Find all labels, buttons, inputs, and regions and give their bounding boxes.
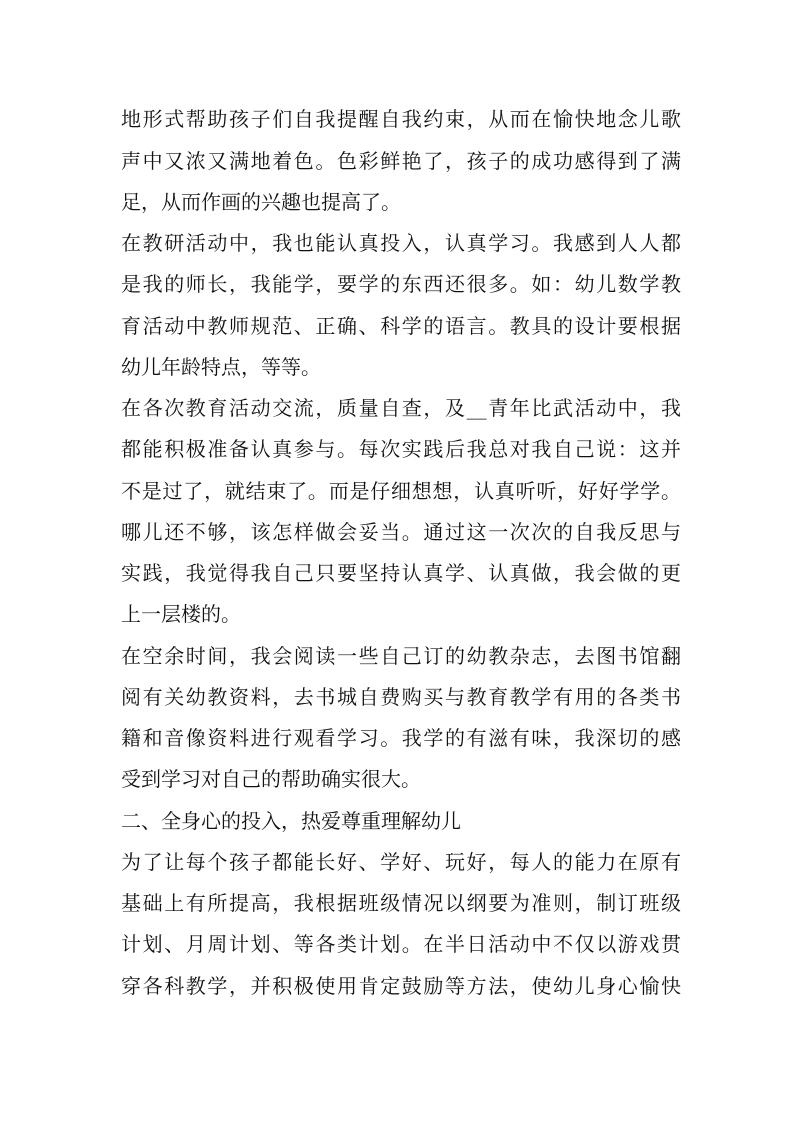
section-heading: 二、全身心的投入，热爱尊重理解幼儿 — [121, 809, 461, 833]
text-line: 是我的师长，我能学，要学的东西还很多。如：幼儿数学教 — [121, 272, 681, 296]
text-line: 在教研活动中，我也能认真投入，认真学习。我感到人人都 — [121, 231, 681, 255]
text-line: 地形式帮助孩子们自我提醒自我约束，从而在愉快地念儿歌 — [121, 107, 681, 131]
text-line: 基础上有所提高，我根据班级情况以纲要为准则，制订班级 — [121, 891, 681, 915]
text-line: 幼儿年龄特点，等等。 — [121, 355, 321, 379]
text-line: 计划、月周计划、等各类计划。在半日活动中不仅以游戏贯 — [121, 932, 681, 956]
text-line: 声中又浓又满地着色。色彩鲜艳了，孩子的成功感得到了满 — [121, 149, 681, 173]
text-line: 哪儿还不够，该怎样做会妥当。通过这一次次的自我反思与 — [121, 520, 681, 544]
text-line: 在空余时间，我会阅读一些自己订的幼教杂志，去图书馆翻 — [121, 644, 681, 668]
text-line: 为了让每个孩子都能长好、学好、玩好，每人的能力在原有 — [121, 850, 681, 874]
text-line: 籍和音像资料进行观看学习。我学的有滋有味，我深切的感 — [121, 726, 681, 750]
text-line: 都能积极准备认真参与。每次实践后我总对我自己说：这并 — [121, 437, 681, 461]
text-line: 不是过了，就结束了。而是仔细想想，认真听听，好好学学。 — [121, 479, 681, 503]
text-line: 上一层楼的。 — [121, 602, 241, 626]
text-line: 足，从而作画的兴趣也提高了。 — [121, 190, 401, 214]
text-line: 受到学习对自己的帮助确实很大。 — [121, 767, 421, 791]
text-line: 育活动中教师规范、正确、科学的语言。教具的设计要根据 — [121, 314, 681, 338]
text-line: 在各次教育活动交流，质量自查，及__青年比武活动中，我 — [121, 396, 681, 420]
text-line: 穿各科教学，并积极使用肯定鼓励等方法，使幼儿身心愉快 — [121, 974, 681, 998]
text-line: 阅有关幼教资料，去书城自费购买与教育教学有用的各类书 — [121, 685, 681, 709]
text-line: 实践，我觉得我自己只要坚持认真学、认真做，我会做的更 — [121, 561, 681, 585]
